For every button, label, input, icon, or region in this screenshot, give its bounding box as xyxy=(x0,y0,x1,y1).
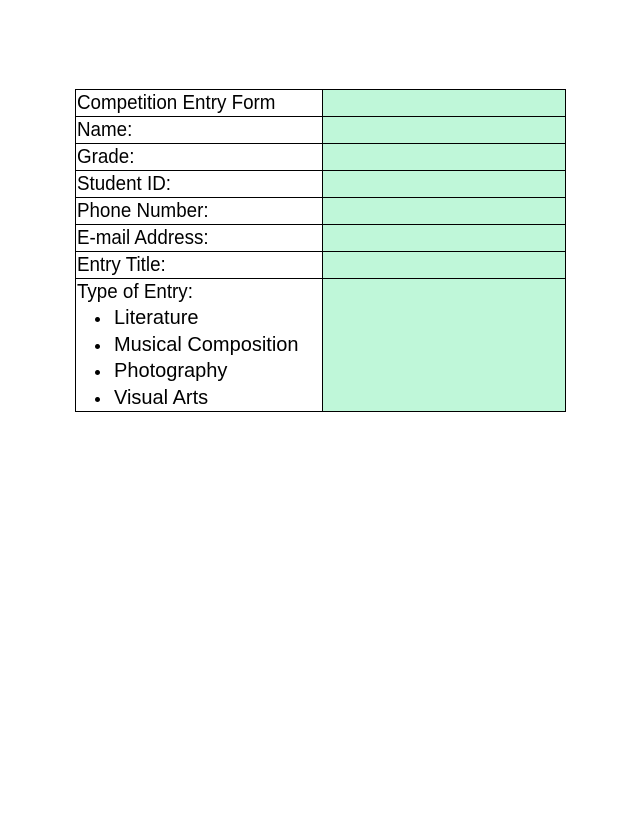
student-id-row xyxy=(76,171,566,198)
name-input[interactable] xyxy=(323,117,566,144)
phone-label-cell xyxy=(76,198,323,225)
entry-title-input[interactable] xyxy=(323,252,566,279)
entry-title-row xyxy=(76,252,566,279)
bullet-icon xyxy=(95,344,100,349)
entry-type-item-musical-composition xyxy=(93,332,322,359)
form-title-input-cell[interactable] xyxy=(323,90,566,117)
email-label-cell xyxy=(76,225,323,252)
entry-type-item-visual-arts xyxy=(93,385,322,412)
form-title-cell xyxy=(76,90,323,117)
phone-input[interactable] xyxy=(323,198,566,225)
name-row xyxy=(76,117,566,144)
entry-type-label-text: Musical Composition xyxy=(114,333,299,356)
bullet-icon xyxy=(95,317,100,322)
entry-type-list xyxy=(76,305,322,411)
entry-type-label-text: Literature xyxy=(114,307,199,329)
entry-type-label-text: Visual Arts xyxy=(114,386,209,409)
bullet-icon xyxy=(95,370,100,375)
email-input[interactable] xyxy=(323,225,566,252)
entry-type-label-text: Photography xyxy=(114,360,228,382)
email-row xyxy=(76,225,566,252)
student-id-label-cell xyxy=(76,171,323,198)
phone-row xyxy=(76,198,566,225)
email-label: E-mail Address: xyxy=(76,227,209,249)
entry-type-label: Type of Entry: xyxy=(76,281,193,303)
phone-label: Phone Number: xyxy=(76,200,209,222)
name-label: Name: xyxy=(76,119,133,141)
entry-type-label-cell xyxy=(76,279,323,412)
grade-label-cell xyxy=(76,144,323,171)
entry-type-item-literature xyxy=(93,305,322,332)
entry-title-label: Entry Title: xyxy=(76,254,166,276)
form-title: Competition Entry Form xyxy=(76,92,276,114)
entry-type-input[interactable] xyxy=(323,279,566,412)
grade-label: Grade: xyxy=(76,146,135,168)
grade-input[interactable] xyxy=(323,144,566,171)
entry-type-row xyxy=(76,279,566,412)
name-label-cell xyxy=(76,117,323,144)
student-id-input[interactable] xyxy=(323,171,566,198)
grade-row xyxy=(76,144,566,171)
form-title-row xyxy=(76,90,566,117)
entry-title-label-cell xyxy=(76,252,323,279)
bullet-icon xyxy=(95,397,100,402)
competition-entry-form xyxy=(75,89,566,412)
student-id-label: Student ID: xyxy=(76,173,171,195)
entry-type-item-photography xyxy=(93,358,322,385)
